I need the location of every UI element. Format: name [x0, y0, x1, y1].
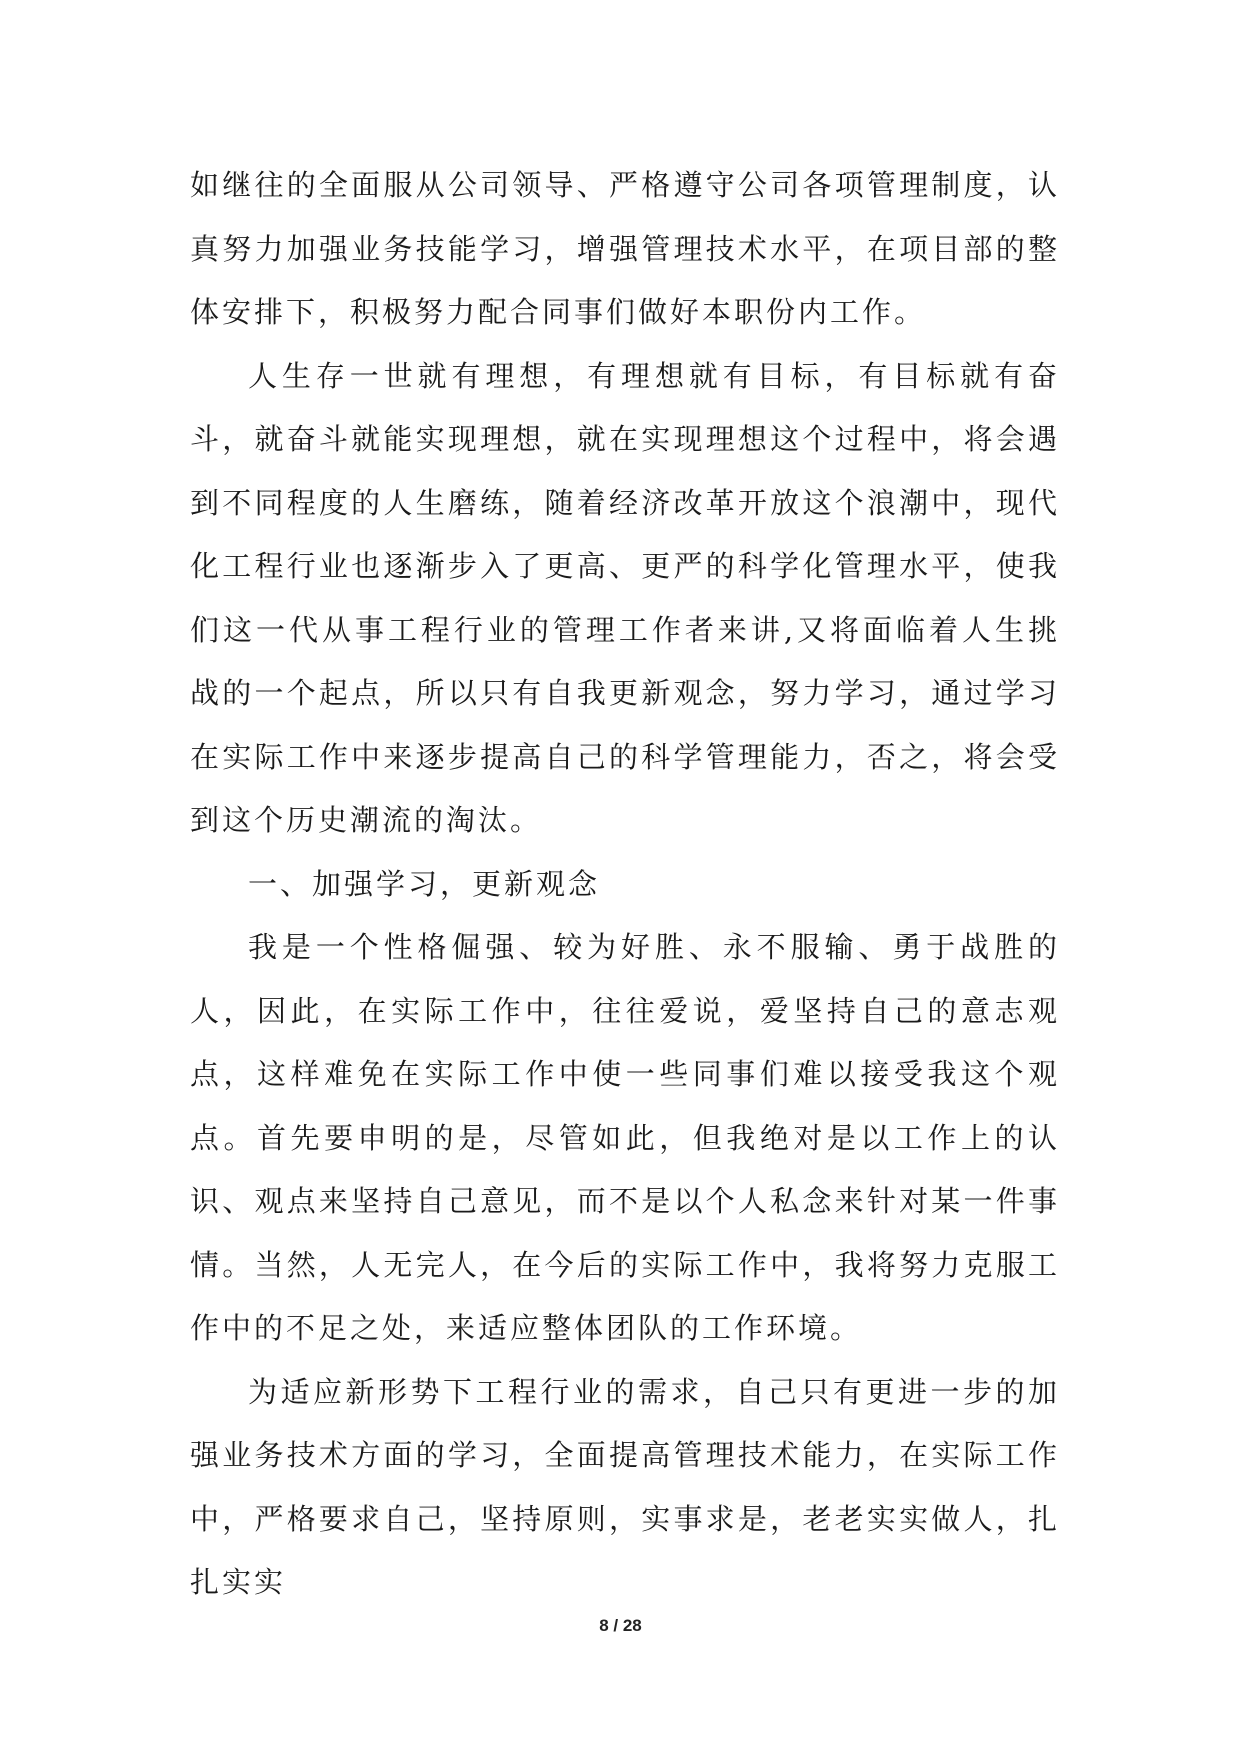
- paragraph-personality: 我是一个性格倔强、较为好胜、永不服输、勇于战胜的人，因此，在实际工作中，往往爱说，爱坚持自己的意志观点，这样难免在实际工作中使一些同事们难以接受我这个观点。首先要申明的是，尽管如此，但我绝对是以工作上的认识、观点来坚持自己意见，而不是以个人私念来针对某一件事情。当然，人无完人，在今后的实际工作中，我将努力克服工作中的不足之处，来适应整体团队的工作环境。: [190, 930, 1060, 1345]
- paragraph-continuation: 如继往的全面服从公司领导、严格遵守公司各项管理制度，认真努力加强业务技能学习，增强管理技术水平，在项目部的整体安排下，积极努力配合同事们做好本职份内工作。: [190, 168, 1060, 329]
- paragraph-ideals: 人生存一世就有理想，有理想就有目标，有目标就有奋斗，就奋斗就能实现理想，就在实现理想这个过程中，将会遇到不同程度的人生磨练，随着经济改革开放这个浪潮中，现代化工程行业也逐渐步入了更高、更严的科学化管理水平，使我们这一代从事工程行业的管理工作者来讲,又将面临着人生挑战的一个起点，所以只有自我更新观念，努力学习，通过学习在实际工作中来逐步提高自己的科学管理能力，否之，将会受到这个历史潮流的淘汰。: [190, 358, 1060, 837]
- section-heading: 一、加强学习，更新观念: [248, 866, 601, 901]
- paragraph-adaptation: 为适应新形势下工程行业的需求，自己只有更进一步的加强业务技术方面的学习，全面提高管理技术能力，在实际工作中，严格要求自己，坚持原则，实事求是，老老实实做人，扎扎实实: [190, 1374, 1060, 1599]
- document-body: [190, 154, 1060, 1615]
- page-number: 8 / 28: [599, 1616, 642, 1635]
